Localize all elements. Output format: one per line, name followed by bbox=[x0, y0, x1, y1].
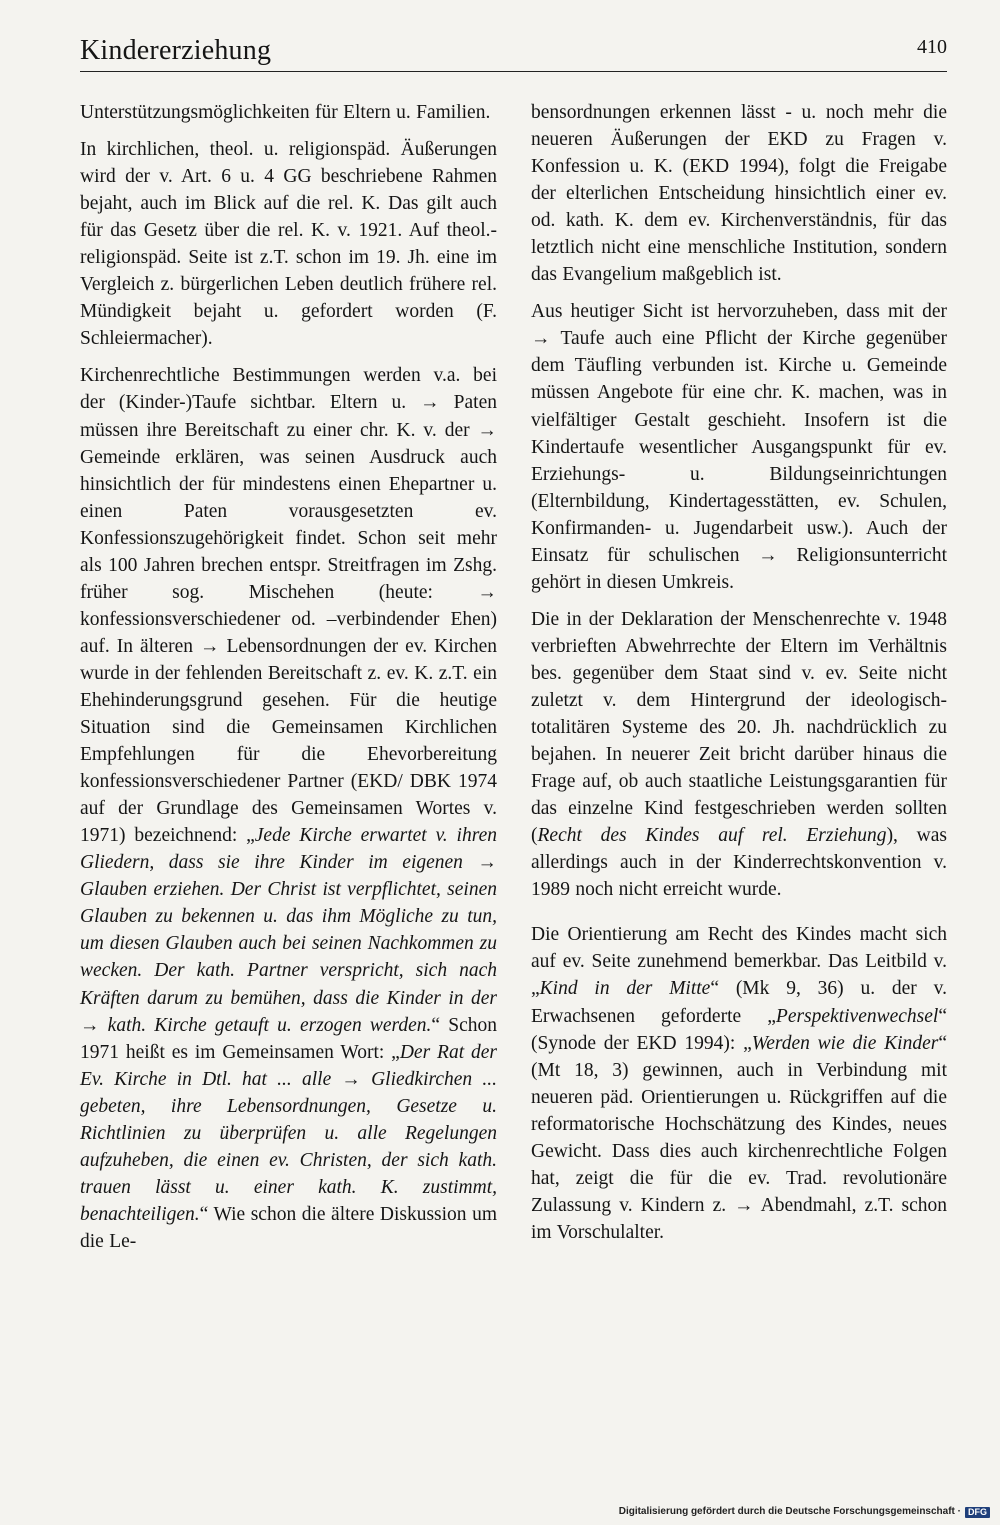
footer-text: Digitalisierung gefördert durch die Deutsche Forschungsgemeinschaft · bbox=[618, 1506, 961, 1517]
paragraph bbox=[80, 136, 497, 352]
paragraph-text: Die Orientierung am Recht des Kindes macht sich auf ev. Seite zunehmend bemerkbar. Das Leitbild v. „ bbox=[531, 924, 947, 1000]
italic-phrase: Kind in der Mitte bbox=[539, 978, 711, 1000]
left-column bbox=[80, 99, 497, 1265]
right-column bbox=[531, 99, 947, 1256]
paragraph bbox=[80, 99, 497, 126]
paragraph-text: In kirchlichen, theol. u. religionspäd. Äußerungen wird der v. Art. 6 u. 4 GG beschriebene Rahmen bejaht, auch im Blick auf die rel. K. Das gilt auch für das Gesetz über die rel. K. v. 1921. Auf theol.-religionspäd. Seite ist z.T. schon im 19. Jh. eine im Vergleich z. bürgerlichen Leben deutlich frühere rel. Mündigkeit bejaht u. gefordert worden (F. Schleiermacher). bbox=[80, 139, 497, 350]
page-title: Kindererziehung bbox=[80, 35, 272, 66]
italic-phrase: Recht des Kindes auf rel. Erziehung bbox=[537, 825, 887, 847]
paragraph-text: ), was allerdings auch in der Kinderrechtskonvention v. 1989 noch nicht erreicht wurde. bbox=[531, 825, 947, 901]
paragraph bbox=[531, 298, 947, 596]
paragraph bbox=[531, 921, 947, 1246]
paragraph bbox=[531, 99, 947, 288]
italic-quote: Der Rat der Ev. Kirche in Dtl. hat ... alle → Gliedkirchen ... gebeten, ihre Lebensordnungen, Gesetze u. Richtlinien zu überprüfen u. alle Regelungen aufzuheben, die einen ev. Christen, der sich kath. trauen lässt u. einer kath. K. zustimmt, benachteiligen. bbox=[80, 1041, 497, 1225]
header-rule bbox=[80, 71, 947, 72]
paragraph-text: Unterstützungsmöglichkeiten für Eltern u. Familien. bbox=[80, 102, 491, 123]
paragraph-text: “ Schon 1971 heißt es im Gemeinsamen Wort: „ bbox=[80, 1014, 498, 1063]
paragraph-text: “ (Synode der EKD 1994): „ bbox=[531, 1005, 947, 1054]
italic-phrase: Werden wie die Kinder bbox=[751, 1032, 939, 1054]
paragraph-text: Kirchenrechtliche Bestimmungen werden v.a. bei der (Kinder-)Taufe sichtbar. Eltern u. → Paten müssen ihre Bereitschaft zu einer chr. K. v. der → Gemeinde erklären, was seinen Ausdruck auch hinsichtlich der für mindestens einen Ehepartner u. einen Paten vorausgesetzten ev. Konfessionszugehörigkeit findet. Schon seit mehr als 100 Jahren brechen entspr. Streitfragen im Zshg. früher sog. Mischehen (heute: → konfessionsverschiedener od. –verbindender Ehen) auf. In älteren → Lebensordnungen der ev. Kirchen wurde in der fehlenden Bereitschaft z. ev. K. z.T. ein Ehehinderungsgrund gesehen. Für die heutige Situation sind die Gemeinsamen Kirchlichen Empfehlungen für die Ehevorbereitung konfessionsverschiedener Partner (EKD/ DBK 1974 auf der Grundlage des Gemeinsamen Wortes v. 1971) bezeichnend: „ bbox=[80, 365, 497, 847]
italic-quote: Jede Kirche erwartet v. ihren Gliedern, dass sie ihre Kinder im eigenen → Glauben erziehen. Der Christ ist verpflichtet, seinen Glauben zu bekennen u. das ihm Mögliche zu tun, um diesen Glauben auch bei seinen Nachkommen zu wecken. Der kath. Partner verspricht, sich nach Kräften darum zu bemühen, dass die Kinder in der → kath. Kirche getauft u. erzogen werden. bbox=[80, 825, 497, 1036]
paragraph-text: “ Wie schon die ältere Diskussion um die Le- bbox=[80, 1203, 497, 1252]
digitization-footer bbox=[619, 1506, 990, 1518]
paragraph-text: “ (Mk 9, 36) u. der v. Erwachsenen geforderte „ bbox=[531, 978, 947, 1027]
italic-phrase: Perspektivenwechsel bbox=[775, 1005, 939, 1027]
paragraph-text: Die in der Deklaration der Menschenrechte v. 1948 verbrieften Abwehrrechte der Eltern im Verhältnis bes. gegenüber dem Staat sind v. ev. Seite nicht zuletzt v. dem Hintergrund der ideologisch-totalitären Systeme des 20. Jh. nachdrücklich zu bejahen. In neuerer Zeit bricht darüber hinaus die Frage auf, ob auch staatliche Leistungsgarantien für das einzelne Kind festgeschrieben werden sollten ( bbox=[531, 608, 947, 847]
paragraph bbox=[80, 362, 497, 1255]
page-number: 410 bbox=[917, 36, 947, 58]
paragraph bbox=[531, 606, 947, 904]
dfg-logo: DFG bbox=[965, 1507, 990, 1518]
paragraph-text: Aus heutiger Sicht ist hervorzuheben, dass mit der → Taufe auch eine Pflicht der Kirche gegenüber dem Täufling verbunden ist. Kirche u. Gemeinde müssen Angebote für eine chr. K. machen, was in vielfältiger Gestalt geschieht. Insofern ist die Kindertaufe wesentlicher Ausgangspunkt für ev. Erziehungs- u. Bildungseinrichtungen (Elternbildung, Kindertagesstätten, ev. Schulen, Konfirmanden- u. Jugendarbeit usw.). Auch der Einsatz für schulischen → Religionsunterricht gehört in diesen Umkreis. bbox=[531, 301, 947, 593]
paragraph-text: “ (Mt 18, 3) gewinnen, auch in Verbindung mit neueren päd. Orientierungen u. Rückgriffen auf die reformatorische Hochschätzung des Kindes, neues Gewicht. Dass dies auch kirchenrechtliche Folgen hat, zeigt die für die ev. Trad. revolutionäre Zulassung v. Kindern z. → Abendmahl, z.T. schon im Vorschulalter. bbox=[531, 1032, 947, 1243]
paragraph-text: bensordnungen erkennen lässt - u. noch mehr die neueren Äußerungen der EKD zu Fragen v. Konfession u. K. (EKD 1994), folgt die Freigabe der elterlichen Entscheidung hinsichtlich einer ev. od. kath. K. dem ev. Kirchenverständnis, für das letztlich nicht eine menschliche Institution, sondern das Evangelium maßgeblich ist. bbox=[531, 102, 947, 286]
